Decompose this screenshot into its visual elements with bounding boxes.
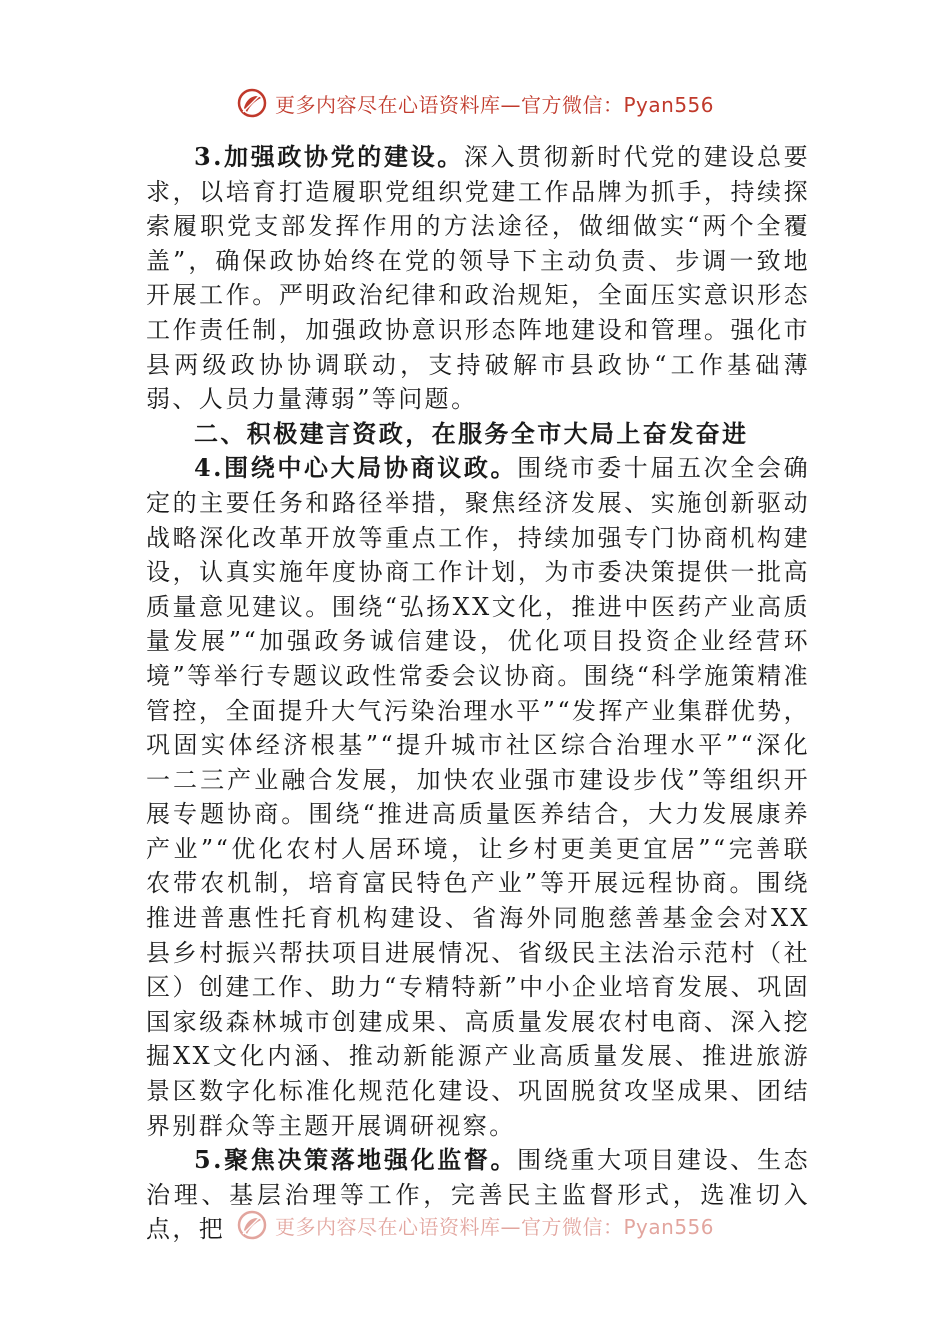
watermark-text: 更多内容尽在心语资料库—官方微信：Pyan556 xyxy=(275,1214,715,1239)
paragraph-3 xyxy=(146,140,810,417)
paragraph-lead: 5.聚焦决策落地强化监督。 xyxy=(194,1145,518,1175)
watermark-text: 更多内容尽在心语资料库—官方微信：Pyan556 xyxy=(275,92,715,117)
paragraph-text: 围绕市委十届五次全会确定的主要任务和路径举措，聚焦经济发展、实施创新驱动战略深化改革开放等重点工作，持续加强专门协商机构建设，认真实施年度协商工作计划，为市委决策提供一批高质量意见建议。围绕“弘扬XX文化，推进中医药产业高质量发展”“加强政务诚信建设，优化项目投资企业经营环境”等举行专题议政性常委会议协商。围绕“科学施策精准管控，全面提升大气污染治理水平”“发挥产业集群优势，巩固实体经济根基”“提升城市社区综合治理水平”“深化一二三产业融合发展，加快农业强市建设步伐”等组织开展专题协商。围绕“推进高质量医养结合，大力发展康养产业”“优化农村人居环境，让乡村更美更宜居”“完善联农带农机制，培育富民特色产业”等开展远程协商。围绕推进普惠性托育机构建设、省海外同胞慈善基金会对XX县乡村振兴帮扶项目进展情况、省级民主法治示范村（社区）创建工作、助力“专精特新”中小企业培育发展、巩固国家级森林城市创建成果、高质量发展农村电商、深入挖掘XX文化内涵、推动新能源产业高质量发展、推进旅游景区数字化标准化规范化建设、巩固脱贫攻坚成果、团结界别群众等主题开展调研视察。 xyxy=(146,454,810,1140)
document-body xyxy=(146,140,810,1247)
paragraph-lead: 4.围绕中心大局协商议政。 xyxy=(194,453,518,483)
paragraph-lead: 3.加强政协党的建设。 xyxy=(194,142,464,171)
watermark-logo-icon xyxy=(235,1208,269,1242)
section-heading: 二、积极建言资政，在服务全市大局上奋发奋进 xyxy=(194,418,749,448)
paragraph-4 xyxy=(146,451,810,1143)
watermark-top xyxy=(235,86,714,120)
watermark-bottom xyxy=(235,1208,714,1242)
paragraph-text: 围绕重大项目建设、生态治理、基层治理等工作，完善民主监督形式，选准切入点，把 xyxy=(146,1146,810,1244)
watermark-logo-icon xyxy=(235,86,269,120)
paragraph-text: 深入贯彻新时代党的建设总要求，以培育打造履职党组织党建工作品牌为抓手，持续探索履职党支部发挥作用的方法途径，做细做实“两个全覆盖”，确保政协始终在党的领导下主动负责、步调一致地开展工作。严明政治纪律和政治规矩，全面压实意识形态工作责任制，加强政协意识形态阵地建设和管理。强化市县两级政协协调联动，支持破解市县政协“工作基础薄弱、人员力量薄弱”等问题。 xyxy=(146,143,810,414)
